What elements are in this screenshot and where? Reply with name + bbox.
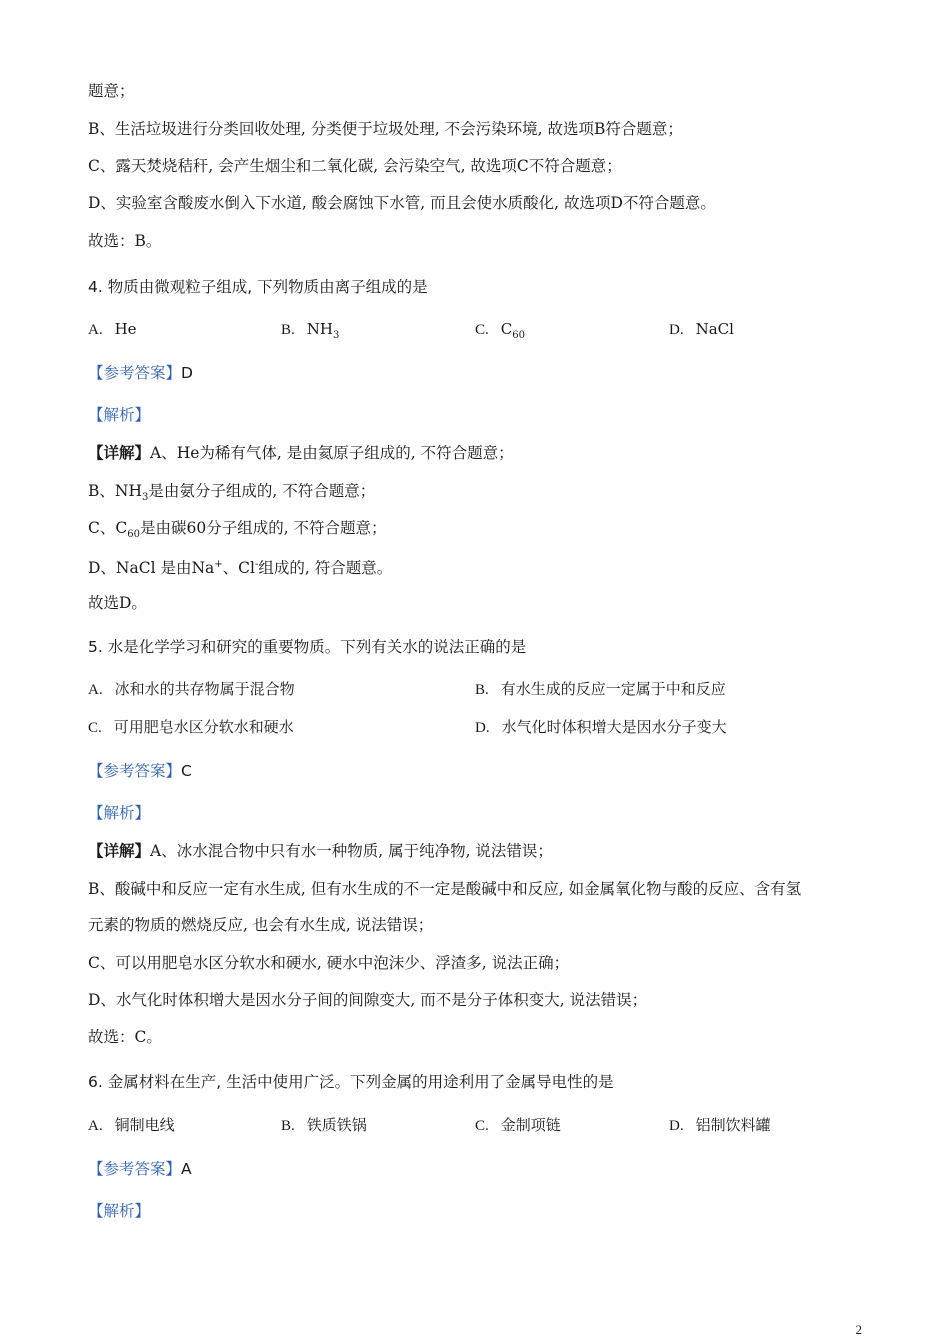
page-number: 2 bbox=[855, 1322, 862, 1337]
q5-option-d: D. 水气化时体积增大是因水分子变大 bbox=[475, 718, 727, 736]
q4-detail-4: D、NaCl 是由Na+、Cl-组成的, 符合题意。 bbox=[88, 559, 393, 578]
q4-detail-2: B、$NH_3$是由氨分子组成的, 不符合题意； bbox=[88, 482, 376, 504]
text-line: B、生活垃圾进行分类回收处理, 分类便于垃圾处理, 不会污染环境, 故选项B符合题意； bbox=[88, 120, 683, 138]
text-line: D、实验室含酸废水倒入下水道, 酸会腐蚀下水管, 而且会使水质酸化, 故选项D不符合题意。 bbox=[88, 194, 716, 212]
q5-option-c: C. 可用肥皂水区分软水和硬水 bbox=[88, 718, 294, 736]
q4-answer: 【参考答案】D bbox=[88, 364, 193, 382]
q5-detail-1: 【详解】A、冰水混合物中只有水一种物质, 属于纯净物, 说法错误； bbox=[88, 841, 553, 860]
q6-option-a: A. 铜制电线 bbox=[88, 1116, 175, 1134]
q4-option-d: D. NaCl bbox=[669, 320, 734, 338]
q5-detail-2: B、酸碱中和反应一定有水生成, 但有水生成的不一定是酸碱中和反应, 如金属氧化物与酸的反应、含有氢 bbox=[88, 880, 802, 898]
q4-option-c: C. $C_{60}$ bbox=[475, 320, 525, 341]
q5-answer: 【参考答案】C bbox=[88, 762, 192, 780]
q6-option-d: D. 铝制饮料罐 bbox=[669, 1116, 771, 1134]
q6-answer: 【参考答案】A bbox=[88, 1160, 192, 1178]
q5-option-a: A. 冰和水的共存物属于混合物 bbox=[88, 680, 295, 698]
q6-option-b: B. 铁质铁锅 bbox=[281, 1116, 367, 1134]
q5-detail-3: C、可以用肥皂水区分软水和硬水, 硬水中泡沫少、浮渣多, 说法正确； bbox=[88, 954, 570, 972]
q4-option-a: A. He bbox=[88, 320, 137, 338]
q4-detail-3: C、$C_{60}$是由碳60分子组成的, 不符合题意； bbox=[88, 519, 387, 541]
q5-detail-2b: 元素的物质的燃烧反应, 也会有水生成, 说法错误； bbox=[88, 916, 434, 934]
q5-option-b: B. 有水生成的反应一定属于中和反应 bbox=[475, 680, 726, 698]
q6-analysis-label: 【解析】 bbox=[88, 1202, 151, 1220]
question-4: 4. 物质由微观粒子组成, 下列物质由离子组成的是 bbox=[88, 278, 428, 296]
question-5: 5. 水是化学学习和研究的重要物质。下列有关水的说法正确的是 bbox=[88, 638, 527, 656]
q4-analysis-label: 【解析】 bbox=[88, 406, 151, 424]
q5-detail-5: 故选：C。 bbox=[88, 1028, 162, 1046]
q4-option-b: B. $NH_3$ bbox=[281, 320, 340, 341]
q4-detail-1: 【详解】A、He为稀有气体, 是由氦原子组成的, 不符合题意； bbox=[88, 443, 514, 462]
text-line: C、露天焚烧秸秆, 会产生烟尘和二氧化碳, 会污染空气, 故选项C不符合题意； bbox=[88, 157, 622, 175]
q5-analysis-label: 【解析】 bbox=[88, 804, 151, 822]
q5-detail-4: D、水气化时体积增大是因水分子间的间隙变大, 而不是分子体积变大, 说法错误； bbox=[88, 991, 648, 1009]
q4-detail-5: 故选D。 bbox=[88, 594, 147, 612]
text-line: 题意； bbox=[88, 82, 135, 100]
question-6: 6. 金属材料在生产, 生活中使用广泛。下列金属的用途利用了金属导电性的是 bbox=[88, 1073, 614, 1091]
q6-option-c: C. 金制项链 bbox=[475, 1116, 561, 1134]
text-line: 故选：B。 bbox=[88, 232, 162, 250]
